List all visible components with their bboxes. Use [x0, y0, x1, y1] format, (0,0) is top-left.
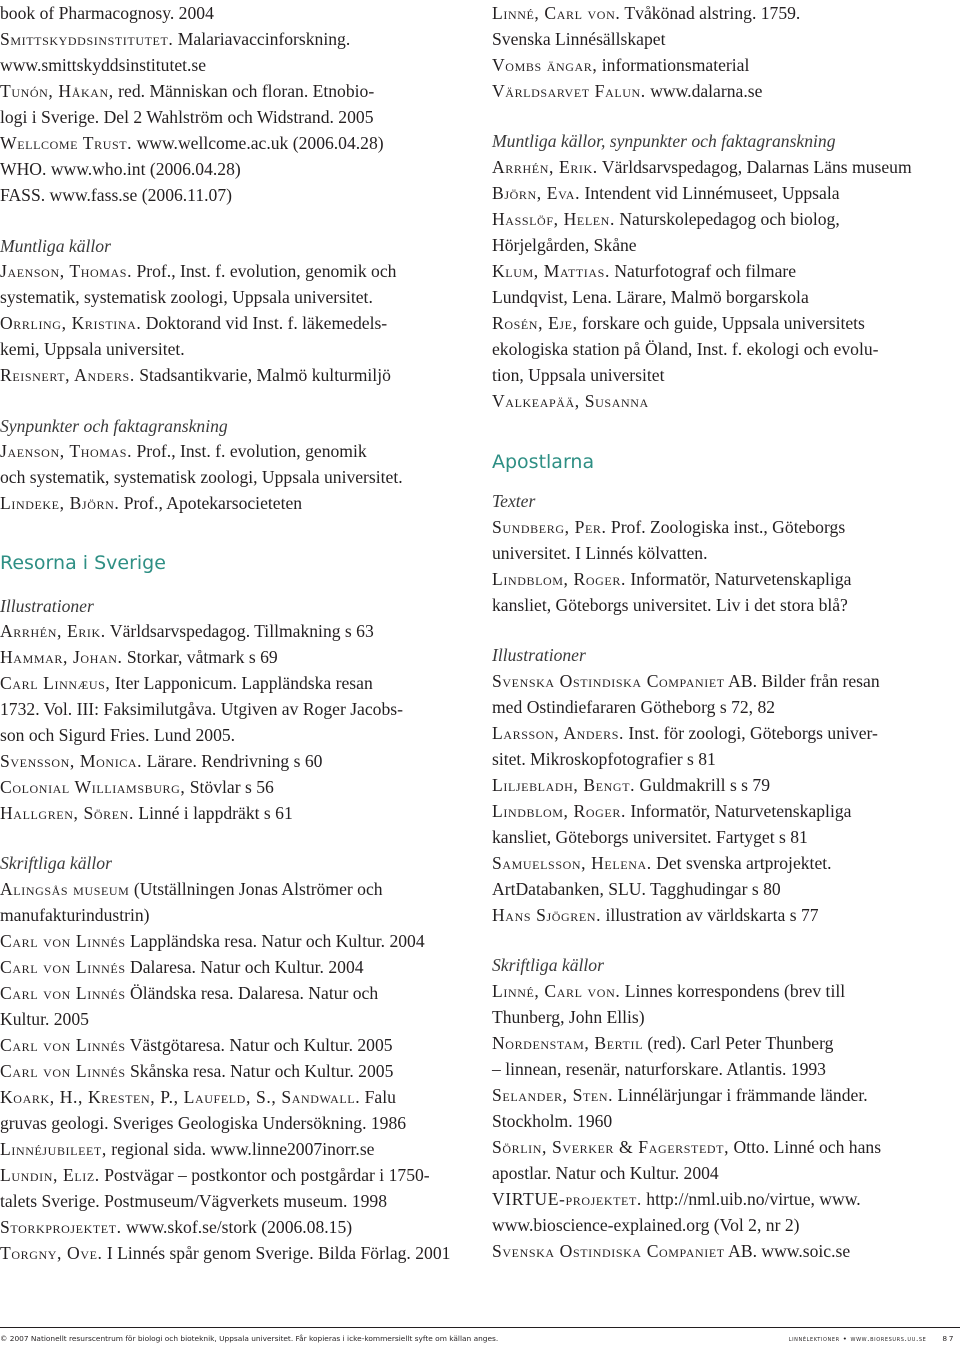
reference-line	[492, 336, 960, 362]
reference-line	[492, 1186, 960, 1212]
reference-author: Liljebladh, Bengt.	[492, 775, 636, 795]
reference-line	[0, 980, 478, 1006]
reference-line	[0, 52, 478, 78]
reference-author: Jaenson, Thomas.	[0, 441, 133, 461]
reference-text: book of Pharmacognosy. 2004	[0, 3, 214, 23]
reference-text: www.skof.se/stork (2006.08.15)	[121, 1217, 353, 1237]
reference-author: Svenska Ostindiska Companiet	[492, 1241, 725, 1261]
reference-text: tion, Uppsala universitet	[492, 365, 665, 385]
reference-text: kemi, Uppsala universitet.	[0, 339, 185, 359]
reference-line	[0, 748, 478, 774]
reference-author: Världsarvet Falun.	[492, 81, 646, 101]
reference-line	[0, 1188, 478, 1214]
reference-author: Koark, H., Kresten, P., Laufeld, S., Sandwall.	[0, 1087, 361, 1107]
reference-text: Öländska resa. Dalaresa. Natur och	[125, 983, 379, 1003]
reference-line	[0, 464, 478, 490]
reference-text: Malariavaccinforskning.	[173, 29, 351, 49]
reference-line	[492, 258, 960, 284]
reference-line	[0, 104, 478, 130]
reference-text: son och Sigurd Fries. Lund 2005.	[0, 725, 236, 745]
reference-text: www.bioscience-explained.org (Vol 2, nr 2)	[492, 1215, 800, 1235]
reference-line	[492, 362, 960, 388]
reference-text: Svenska Linnésällskapet	[492, 29, 666, 49]
reference-author: Tunón, Håkan,	[0, 81, 114, 101]
reference-text: regional sida. www.linne2007inorr.se	[106, 1139, 375, 1159]
reference-text: forskare och guide, Uppsala universitets	[577, 313, 865, 333]
reference-author: Nordenstam, Bertil	[492, 1033, 644, 1053]
reference-author: Linné, Carl von.	[492, 981, 621, 1001]
reference-text: Linnélärjungar i främmande länder.	[613, 1085, 868, 1105]
reference-text: Guldmakrill s s 79	[635, 775, 771, 795]
reference-author: Alingsås museum	[0, 879, 130, 899]
reference-text: 1732. Vol. III: Faksimilutgåva. Utgiven av Roger Jacobs-	[0, 699, 403, 719]
reference-text: FASS. www.fass.se (2006.11.07)	[0, 185, 232, 205]
subsection-heading: Illustrationer	[492, 645, 586, 665]
reference-author: Lindblom, Roger.	[492, 801, 626, 821]
reference-line	[492, 26, 960, 52]
reference-text: http://nml.uib.no/virtue, www.	[641, 1189, 861, 1209]
reference-text: Kultur. 2005	[0, 1009, 89, 1029]
reference-line	[492, 1238, 960, 1264]
reference-text: www.dalarna.se	[645, 81, 763, 101]
reference-line	[492, 1082, 960, 1108]
reference-text: Lundqvist, Lena. Lärare, Malmö borgarskola	[492, 287, 809, 307]
reference-author: Hallgren, Sören.	[0, 803, 134, 823]
reference-text: Lappländska resa. Natur och Kultur. 2004	[125, 931, 425, 951]
reference-text: Prof., Inst. f. evolution, genomik	[132, 441, 367, 461]
reference-text: AB. Bilder från resan	[724, 671, 880, 691]
reference-text: kansliet, Göteborgs universitet. Liv i det stora blå?	[492, 595, 848, 615]
reference-line	[492, 902, 960, 928]
reference-line	[0, 722, 478, 748]
reference-line	[492, 694, 960, 720]
reference-text: I Linnés spår genom Sverige. Bilda Förlag. 2001	[102, 1243, 451, 1263]
reference-line	[0, 156, 478, 182]
reference-text: Thunberg, John Ellis)	[492, 1007, 645, 1027]
reference-author: Rosén, Eje,	[492, 313, 578, 333]
reference-text: ArtDatabanken, SLU. Tagghudingar s 80	[492, 879, 781, 899]
reference-line	[0, 490, 478, 516]
reference-text: Lärare. Rendrivning s 60	[142, 751, 323, 771]
subsection-heading: Illustrationer	[0, 596, 94, 616]
subsection-heading: Texter	[492, 491, 536, 511]
reference-author: Linné, Carl von.	[492, 3, 621, 23]
reference-text: Tvåkönad alstring. 1759.	[620, 3, 801, 23]
reference-line	[492, 1160, 960, 1186]
reference-text: Prof. Zoologiska inst., Göteborgs	[606, 517, 846, 537]
reference-line	[492, 1212, 960, 1238]
reference-author: Sundberg, Per.	[492, 517, 607, 537]
reference-author: Linnéjubileet,	[0, 1139, 107, 1159]
reference-text: apostlar. Natur och Kultur. 2004	[492, 1163, 719, 1183]
reference-line	[492, 206, 960, 232]
reference-text: Iter Lapponicum. Lappländska resan	[110, 673, 373, 693]
reference-author: Klum, Mattias.	[492, 261, 610, 281]
reference-author: Samuelsson, Helena.	[492, 853, 652, 873]
subsection-heading: Synpunkter och faktagranskning	[0, 416, 228, 436]
reference-author: Storkprojektet.	[0, 1217, 122, 1237]
reference-line	[492, 78, 960, 104]
reference-line	[0, 362, 478, 388]
subsection-heading: Skriftliga källor	[0, 853, 112, 873]
reference-line	[492, 592, 960, 618]
reference-line	[492, 1004, 960, 1030]
reference-line	[492, 824, 960, 850]
reference-line	[492, 388, 960, 414]
reference-author: Torgny, Ove.	[0, 1243, 103, 1263]
reference-text: Dalaresa. Natur och Kultur. 2004	[125, 957, 364, 977]
reference-line	[0, 618, 478, 644]
reference-author: Carl von Linnés	[0, 1061, 126, 1081]
reference-line	[492, 850, 960, 876]
reference-line	[0, 1136, 478, 1162]
reference-line	[0, 876, 478, 902]
reference-text: kansliet, Göteborgs universitet. Fartyget s 81	[492, 827, 808, 847]
reference-author: Svensson, Monica.	[0, 751, 143, 771]
reference-text: www.smittskyddsinstitutet.se	[0, 55, 207, 75]
reference-text: illustration av världskarta s 77	[601, 905, 819, 925]
reference-text: (Utställningen Jonas Alströmer och	[129, 879, 383, 899]
reference-line	[492, 284, 960, 310]
reference-line	[0, 182, 478, 208]
reference-line	[0, 928, 478, 954]
reference-line	[0, 284, 478, 310]
reference-line	[492, 772, 960, 798]
reference-author: Larsson, Anders.	[492, 723, 624, 743]
subsection-heading: Muntliga källor, synpunkter och faktagranskning	[492, 131, 836, 151]
reference-line	[0, 78, 478, 104]
reference-text: universitet. I Linnés kölvatten.	[492, 543, 708, 563]
reference-line	[492, 0, 960, 26]
reference-text: Doktorand vid Inst. f. läkemedels-	[141, 313, 388, 333]
reference-text: ekologiska station på Öland, Inst. f. ekologi och evolu-	[492, 339, 879, 359]
reference-line	[492, 154, 960, 180]
reference-author: Hans Sjögren.	[492, 905, 602, 925]
reference-author: VIRTUE-projektet.	[492, 1189, 642, 1209]
reference-line	[0, 130, 478, 156]
reference-line	[492, 1030, 960, 1056]
reference-text: Världsarvspedagog, Dalarnas Läns museum	[597, 157, 912, 177]
reference-line	[0, 1032, 478, 1058]
reference-text: Informatör, Naturvetenskapliga	[625, 801, 852, 821]
reference-line	[0, 1162, 478, 1188]
reference-author: Carl von Linnés	[0, 983, 126, 1003]
reference-line	[492, 798, 960, 824]
reference-text: Prof., Inst. f. evolution, genomik och	[132, 261, 397, 281]
footer-right	[789, 1334, 955, 1343]
reference-text: Världsarvspedagog. Tillmakning s 63	[105, 621, 374, 641]
reference-author: Carl von Linnés	[0, 931, 126, 951]
reference-author: Vombs ängar,	[492, 55, 598, 75]
reference-text: www.wellcome.ac.uk (2006.04.28)	[132, 133, 384, 153]
reference-author: Björn, Eva.	[492, 183, 581, 203]
reference-author: Colonial Williamsburg,	[0, 777, 186, 797]
reference-text: Intendent vid Linnémuseet, Uppsala	[580, 183, 840, 203]
section-heading: Apostlarna	[492, 451, 595, 473]
reference-text: – linnean, resenär, naturforskare. Atlantis. 1993	[492, 1059, 826, 1079]
reference-line	[0, 1084, 478, 1110]
reference-text: Stockholm. 1960	[492, 1111, 613, 1131]
reference-text: Naturskolepedagog och biolog,	[614, 209, 840, 229]
reference-text: Storkar, våtmark s 69	[122, 647, 278, 667]
reference-text: red. Människan och floran. Etnobio-	[113, 81, 375, 101]
reference-text: Informatör, Naturvetenskapliga	[625, 569, 852, 589]
section-heading: Resorna i Sverige	[0, 552, 166, 574]
reference-author: Orrling, Kristina.	[0, 313, 142, 333]
reference-text: Skånska resa. Natur och Kultur. 2005	[125, 1061, 394, 1081]
reference-line	[492, 1108, 960, 1134]
footer-rule	[0, 1327, 960, 1328]
reference-line	[0, 258, 478, 284]
reference-text: Hörjelgården, Skåne	[492, 235, 637, 255]
reference-text: logi i Sverige. Del 2 Wahlström och Widstrand. 2005	[0, 107, 374, 127]
reference-line	[0, 670, 478, 696]
reference-text: Falu	[360, 1087, 396, 1107]
reference-text: gruvas geologi. Sveriges Geologiska Undersökning. 1986	[0, 1113, 407, 1133]
reference-text: AB. www.soic.se	[724, 1241, 851, 1261]
reference-text: Inst. för zoologi, Göteborgs univer-	[623, 723, 878, 743]
reference-text: Prof., Apotekarsocieteten	[119, 493, 303, 513]
reference-author: Reisnert, Anders.	[0, 365, 135, 385]
reference-text: (red). Carl Peter Thunberg	[643, 1033, 834, 1053]
reference-text: med Ostindiefararen Götheborg s 72, 82	[492, 697, 776, 717]
reference-author: Carl von Linnés	[0, 1035, 126, 1055]
reference-author: Arrhén, Erik.	[0, 621, 106, 641]
reference-text: systematik, systematisk zoologi, Uppsala universitet.	[0, 287, 373, 307]
reference-author: Hammar, Johan.	[0, 647, 123, 667]
reference-line	[0, 310, 478, 336]
reference-line	[0, 800, 478, 826]
reference-author: Sörlin, Sverker & Fagerstedt,	[492, 1137, 730, 1157]
reference-line	[492, 514, 960, 540]
footer-page-number: 87	[942, 1334, 955, 1343]
reference-text: Linné i lappdräkt s 61	[133, 803, 293, 823]
reference-author: Wellcome Trust.	[0, 133, 133, 153]
reference-line	[0, 1110, 478, 1136]
reference-author: Hasslöf, Helen.	[492, 209, 615, 229]
reference-line	[0, 696, 478, 722]
reference-line	[492, 746, 960, 772]
reference-line	[492, 668, 960, 694]
reference-line	[492, 180, 960, 206]
reference-text: Stadsantikvarie, Malmö kulturmiljö	[134, 365, 391, 385]
reference-text: Västgötaresa. Natur och Kultur. 2005	[125, 1035, 393, 1055]
reference-text: talets Sverige. Postmuseum/Vägverkets museum. 1998	[0, 1191, 388, 1211]
reference-line	[0, 954, 478, 980]
reference-author: Selander, Sten.	[492, 1085, 614, 1105]
reference-text: sitet. Mikroskopfotografier s 81	[492, 749, 716, 769]
reference-line	[492, 540, 960, 566]
reference-line	[0, 1058, 478, 1084]
reference-line	[0, 1006, 478, 1032]
reference-text: och systematik, systematisk zoologi, Uppsala universitet.	[0, 467, 403, 487]
reference-line	[492, 1056, 960, 1082]
reference-text: manufakturindustrin)	[0, 905, 150, 925]
reference-line	[0, 438, 478, 464]
reference-author: Svenska Ostindiska Companiet	[492, 671, 725, 691]
reference-line	[0, 902, 478, 928]
reference-line	[492, 1134, 960, 1160]
reference-line	[492, 566, 960, 592]
reference-line	[0, 1214, 478, 1240]
reference-text: Naturfotograf och filmare	[609, 261, 797, 281]
reference-author: Carl Linnæus,	[0, 673, 111, 693]
reference-text: Det svenska artprojektet.	[651, 853, 832, 873]
reference-text: Otto. Linné och hans	[729, 1137, 882, 1157]
reference-line	[492, 52, 960, 78]
reference-author: Smittskyddsinstitutet.	[0, 29, 174, 49]
reference-text: Stövlar s 56	[185, 777, 274, 797]
reference-author: Lindblom, Roger.	[492, 569, 626, 589]
reference-author: Arrhén, Erik.	[492, 157, 598, 177]
reference-text: Postvägar – postkontor och postgårdar i 1750-	[99, 1165, 430, 1185]
footer-series: linnélektioner • www.bioresurs.uu.se	[788, 1334, 927, 1343]
footer-copyright: © 2007 Nationellt resurscentrum för biologi och bioteknik, Uppsala universitet. Får kopieras i icke-kommersiellt syfte om källan anges.	[0, 1334, 499, 1343]
reference-line	[492, 720, 960, 746]
subsection-heading: Muntliga källor	[0, 236, 111, 256]
reference-line	[0, 336, 478, 362]
reference-line	[492, 310, 960, 336]
reference-author: Lindeke, Björn.	[0, 493, 120, 513]
reference-line	[0, 644, 478, 670]
reference-author: Jaenson, Thomas.	[0, 261, 133, 281]
reference-author: Valkeapää, Susanna	[492, 391, 649, 411]
reference-text: WHO. www.who.int (2006.04.28)	[0, 159, 241, 179]
reference-line	[0, 26, 478, 52]
reference-text: Linnes korrespondens (brev till	[620, 981, 846, 1001]
reference-author: Carl von Linnés	[0, 957, 126, 977]
reference-line	[0, 1240, 478, 1266]
reference-text: informationsmaterial	[597, 55, 750, 75]
subsection-heading: Skriftliga källor	[492, 955, 604, 975]
reference-line	[492, 232, 960, 258]
reference-line	[492, 876, 960, 902]
reference-line	[0, 0, 478, 26]
reference-line	[0, 774, 478, 800]
reference-author: Lundin, Eliz.	[0, 1165, 100, 1185]
reference-line	[492, 978, 960, 1004]
